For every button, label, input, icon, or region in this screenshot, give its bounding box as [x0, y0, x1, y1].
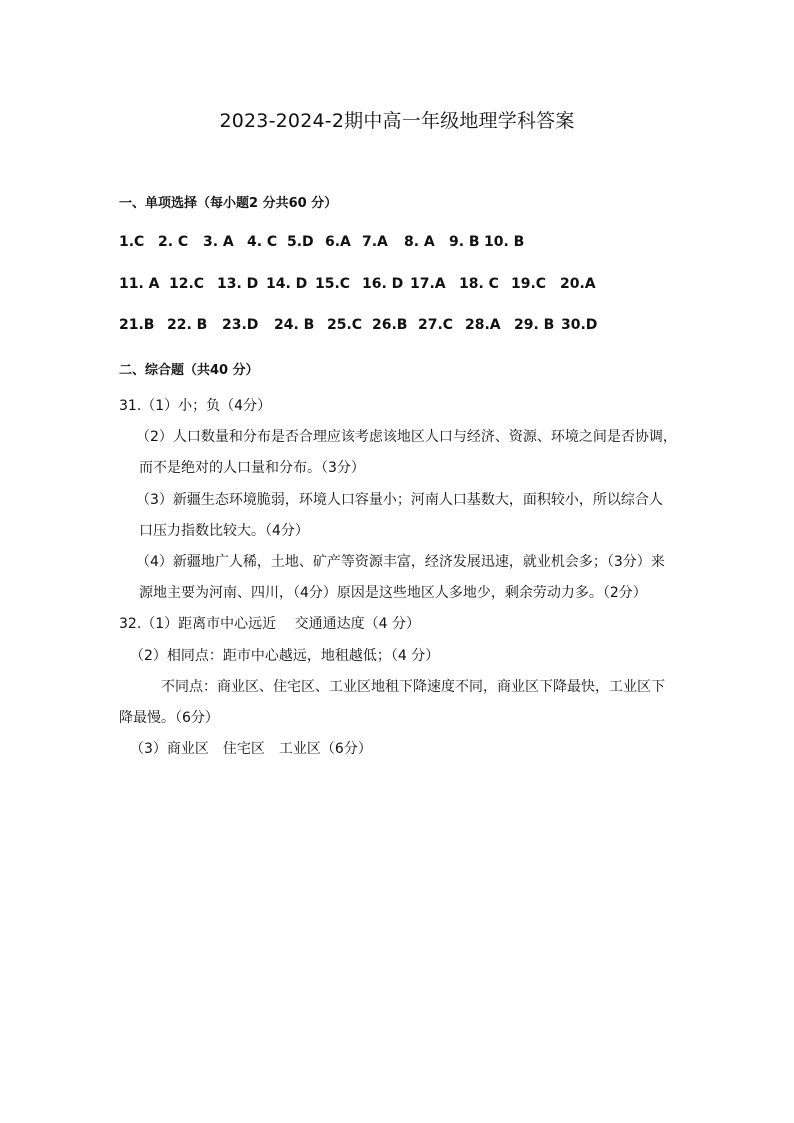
answer-item: 15.C	[315, 276, 351, 292]
q32-part2-line1: （2）相同点：距市中心越远，地租越低；（4 分）	[130, 648, 440, 664]
answer-item: 18. C	[459, 276, 499, 292]
answer-item: 2. C	[158, 234, 189, 250]
q31-part4-line2: 源地主要为河南、四川，（4分）原因是这些地区人多地少，剩余劳动力多。（2分）	[139, 585, 647, 601]
answer-item: 24. B	[274, 317, 315, 333]
answer-item: 6.A	[325, 234, 351, 250]
answer-item: 12.C	[169, 276, 205, 292]
answer-item: 30.D	[561, 317, 598, 333]
answer-row-1	[119, 234, 524, 250]
document-title: 2023-2024-2期中高一年级地理学科答案	[219, 110, 575, 132]
answer-item: 14. D	[266, 276, 308, 292]
answer-item: 25.C	[327, 317, 363, 333]
answer-item: 19.C	[511, 276, 547, 292]
q32-part2-line2: 不同点：商业区、住宅区、工业区地租下降速度不同，商业区下降最快，工业区下	[161, 679, 665, 695]
answer-item: 20.A	[560, 276, 596, 292]
q31-part2-line1: （2）人口数量和分布是否合理应该考虑该地区人口与经济、资源、环境之间是否协调，	[136, 429, 677, 445]
answer-item: 11. A	[119, 276, 160, 292]
answer-item: 21.B	[119, 317, 155, 333]
answer-item: 1.C	[119, 234, 145, 250]
q31-part1: 31.（1）小；负（4分）	[119, 398, 272, 414]
q32-part1: 32.（1）距离市中心远近 交通通达度（4 分）	[119, 616, 420, 632]
answer-item: 17.A	[410, 276, 446, 292]
answer-item: 28.A	[465, 317, 501, 333]
answer-row-2	[119, 276, 596, 292]
answer-item: 22. B	[167, 317, 208, 333]
answer-item: 4. C	[247, 234, 278, 250]
answer-item: 9. B	[449, 234, 480, 250]
answer-item: 8. A	[404, 234, 435, 250]
q31-part4-line1: （4）新疆地广人稀，土地、矿产等资源丰富，经济发展迅速，就业机会多；（3分）来	[136, 554, 665, 570]
answer-row-3	[119, 317, 597, 333]
q32-part3: （3）商业区 住宅区 工业区（6分）	[130, 741, 372, 757]
answer-item: 10. B	[484, 234, 525, 250]
q32-part2-line3: 降最慢。（6分）	[119, 710, 219, 726]
answer-item: 13. D	[217, 276, 259, 292]
answer-item: 26.B	[372, 317, 408, 333]
q31-part2-line2: 而不是绝对的人口量和分布。（3分）	[139, 460, 365, 476]
answer-item: 29. B	[514, 317, 555, 333]
section2-heading: 二、综合题（共40 分）	[119, 363, 259, 378]
answer-item: 23.D	[222, 317, 259, 333]
answer-item: 7.A	[362, 234, 388, 250]
answer-item: 5.D	[287, 234, 314, 250]
q31-part3-line1: （3）新疆生态环境脆弱，环境人口容量小；河南人口基数大，面积较小，所以综合人	[136, 492, 663, 508]
q31-part3-line2: 口压力指数比较大。（4分）	[139, 523, 309, 539]
answer-item: 16. D	[362, 276, 404, 292]
answer-item: 3. A	[203, 234, 234, 250]
section1-heading: 一、单项选择（每小题2 分共60 分）	[119, 196, 338, 211]
answer-item: 27.C	[418, 317, 454, 333]
